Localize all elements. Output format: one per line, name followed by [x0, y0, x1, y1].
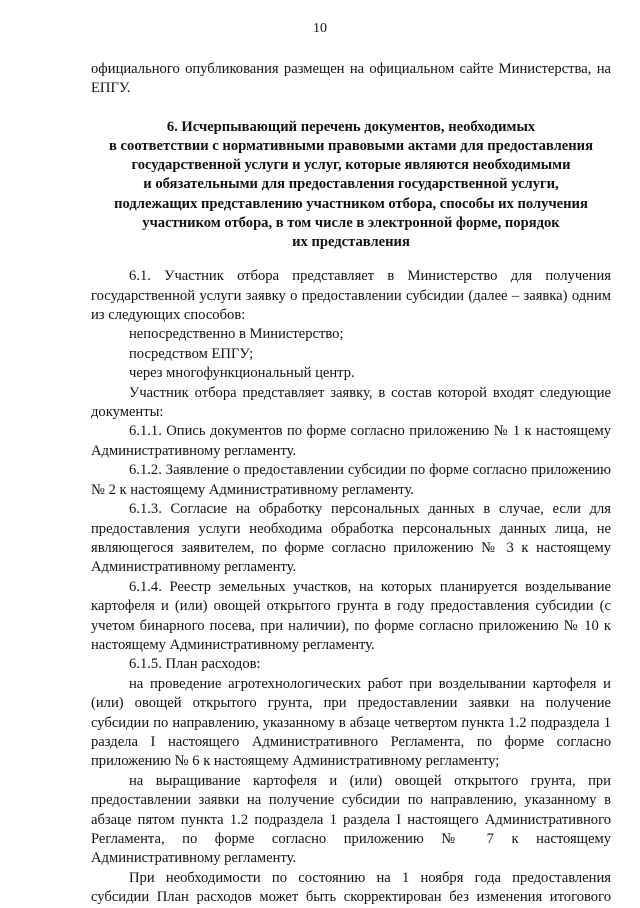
paragraph-6-1-1: 6.1.1. Опись документов по форме согласно приложению № 1 к настоящему Административному регламенту. [91, 423, 611, 459]
final-paragraph: При необходимости по состоянию на 1 ноября года предоставления субсидии План расходов может быть скорректирован без изменения итогового [91, 869, 611, 906]
heading-line: 6. Исчерпывающий перечень документов, необходимых [166, 118, 536, 135]
submission-way-1: непосредственно в Министерство; [129, 326, 344, 343]
heading-line: подлежащих представлению участником отбора, способы их получения [114, 195, 588, 212]
plan-item-agrotech: на проведение агротехнологических работ при возделывании картофеля и (или) овощей открытого грунта, при предоставлении заявки на получение субсидии по направлению, указанному в абзаце четвертом пункта 1.2 подраздела 1 раздела I настоящего Административного Регламента, по форме согласно приложению № 6 к настоящему Административному регламенту; [91, 675, 611, 770]
page-number: 10 [313, 21, 327, 36]
paragraph-6-1-2: 6.1.2. Заявление о предоставлении субсидии по форме согласно приложению № 2 к настоящему Административному регламенту. [91, 462, 611, 498]
paragraph-6-1-3: 6.1.3. Согласие на обработку персональных данных в случае, если для предоставления услуги необходима обработка персональных данных лица, не являющегося заявителем, по форме согласно приложению № 3 к настоящему Административному регламенту. [91, 501, 611, 576]
documents-intro: Участник отбора представляет заявку, в состав которой входят следующие документы: [91, 384, 611, 421]
paragraph-6-1-4: 6.1.4. Реестр земельных участков, на которых планируется возделывание картофеля и (или) овощей открытого грунта в году предоставления субсидии (с учетом бинарного посева, при наличии), по форме согласно приложению № 10 к настоящему Административному регламенту. [91, 578, 611, 653]
document-body [91, 60, 611, 908]
heading-line: их представления [292, 234, 410, 251]
heading-line: в соответствии с нормативными правовыми актами для предоставления [109, 138, 593, 155]
submission-way-3: через многофункциональный центр. [129, 365, 355, 382]
plan-item-cultivation: на выращивание картофеля и (или) овощей открытого грунта, при предоставлении заявки на получение субсидии по направлению, указанному в абзаце пятом пункта 1.2 подраздела 1 раздела I настоящего Административного Регламента, по форме согласно приложению № 7 к настоящему Административному регламенту. [91, 772, 611, 867]
section-heading [91, 118, 611, 252]
intro-paragraph: официального опубликования размещен на официальном сайте Министерства, на ЕПГУ. [91, 61, 611, 97]
heading-line: участником отбора, в том числе в электронной форме, порядок [142, 214, 560, 231]
paragraph-6-1: 6.1. Участник отбора представляет в Министерство для получения государственной услуги заявку о предоставлении субсидии (далее – заявка) одним из следующих способов: [91, 268, 611, 324]
submission-way-2: посредством ЕПГУ; [129, 345, 254, 362]
paragraph-6-1-5: 6.1.5. План расходов: [129, 656, 261, 673]
heading-line: и обязательными для предоставления государственной услуги, [143, 176, 559, 193]
heading-line: государственной услуги и услуг, которые являются необходимыми [131, 157, 571, 174]
